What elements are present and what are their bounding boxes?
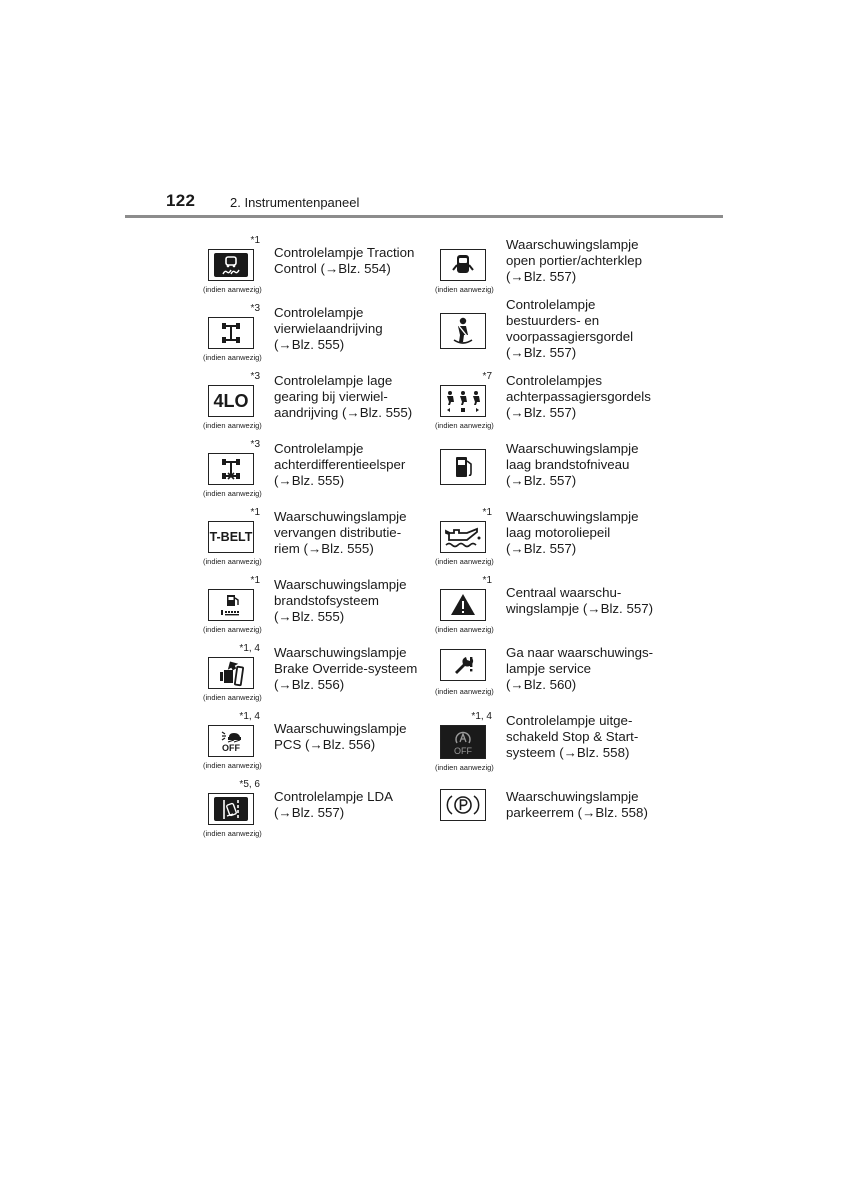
superscript: *1, 4	[471, 711, 492, 722]
four-wheel-drive-icon	[208, 317, 254, 349]
section-title: 2. Instrumentenpaneel	[230, 195, 360, 210]
availability-note: (indien aanwezig)	[203, 285, 262, 294]
superscript: *1	[482, 575, 492, 586]
availability-note: (indien aanwezig)	[203, 489, 262, 498]
availability-note: (indien aanwezig)	[203, 693, 262, 702]
availability-note: (indien aanwezig)	[203, 761, 262, 770]
superscript: *1	[250, 507, 260, 518]
entry-description: Controlelampje bestuurders- en voorpassagiersgordel (→Blz. 557)	[506, 297, 634, 360]
rear-seatbelts-icon	[440, 385, 486, 417]
maintenance-icon	[440, 649, 486, 681]
icon-label: OFF	[222, 743, 240, 753]
entry-description: Waarschuwingslampje parkeerrem (→Blz. 558)	[506, 789, 648, 820]
availability-note: (indien aanwezig)	[203, 353, 262, 362]
oil-pressure-icon	[440, 521, 486, 553]
availability-note: (indien aanwezig)	[203, 557, 262, 566]
superscript: *1	[482, 507, 492, 518]
availability-note: (indien aanwezig)	[435, 763, 494, 772]
superscript: *3	[250, 439, 260, 450]
timing-belt-icon	[208, 521, 254, 553]
superscript: *3	[250, 303, 260, 314]
superscript: *5, 6	[239, 779, 260, 790]
icon-label: OFF	[454, 745, 472, 756]
open-door-icon	[440, 249, 486, 281]
brake-override-icon	[208, 657, 254, 689]
entry-description: Waarschuwingslampje brandstofsysteem (→Blz. 555)	[274, 577, 407, 624]
availability-note: (indien aanwezig)	[435, 421, 494, 430]
availability-note: (indien aanwezig)	[203, 421, 262, 430]
pcs-off-icon	[208, 725, 254, 757]
header-rule	[125, 215, 723, 218]
entry-description: Controlelampjes achterpassagiersgordels (→Blz. 557)	[506, 373, 651, 420]
stop-start-off-icon	[440, 725, 486, 759]
lda-icon	[208, 793, 254, 825]
entry-description: Centraal waarschu- wingslampje (→Blz. 557)	[506, 585, 654, 616]
seatbelt-icon	[440, 313, 486, 349]
parking-brake-icon	[440, 789, 486, 821]
icon-label: T-BELT	[209, 530, 253, 544]
entry-description: Waarschuwingslampje open portier/achterklep (→Blz. 557)	[506, 237, 643, 284]
entry-description: Controlelampje uitge- schakeld Stop & Start- systeem (→Blz. 558)	[506, 713, 639, 760]
entry-description: Controlelampje LDA (→Blz. 557)	[274, 789, 393, 820]
entry-description: Controlelampje achterdifferentieelsper (→Blz. 555)	[274, 441, 406, 488]
superscript: *1	[250, 575, 260, 586]
superscript: *1	[250, 235, 260, 246]
traction-control-icon	[208, 249, 254, 281]
entry-description: Waarschuwingslampje laag motoroliepeil (→Blz. 557)	[506, 509, 639, 556]
availability-note: (indien aanwezig)	[435, 625, 494, 634]
superscript: *7	[482, 371, 492, 382]
entry-description: Ga naar waarschuwings- lampje service (→Blz. 560)	[506, 645, 654, 692]
icon-label: 4LO	[213, 390, 249, 411]
entry-description: Controlelampje vierwielaandrijving (→Blz. 555)	[274, 305, 383, 352]
fuel-system-icon	[208, 589, 254, 621]
availability-note: (indien aanwezig)	[435, 687, 494, 696]
availability-note: (indien aanwezig)	[435, 285, 494, 294]
availability-note: (indien aanwezig)	[435, 557, 494, 566]
entry-description: Waarschuwingslampje PCS (→Blz. 556)	[274, 721, 407, 752]
entry-description: Controlelampje lage gearing bij vierwiel- aandrijving (→Blz. 555)	[274, 373, 413, 420]
entry-description: Waarschuwingslampje vervangen distributie- riem (→Blz. 555)	[274, 509, 407, 556]
rear-differential-lock-icon	[208, 453, 254, 485]
availability-note: (indien aanwezig)	[203, 829, 262, 838]
four-lo-icon	[208, 385, 254, 417]
fuel-level-icon	[440, 449, 486, 485]
entry-description: Waarschuwingslampje laag brandstofniveau (→Blz. 557)	[506, 441, 639, 488]
master-warning-icon	[440, 589, 486, 621]
entry-description: Controlelampje Traction Control (→Blz. 554)	[274, 245, 415, 276]
superscript: *1, 4	[239, 711, 260, 722]
availability-note: (indien aanwezig)	[203, 625, 262, 634]
entry-description: Waarschuwingslampje Brake Override-systeem (→Blz. 556)	[274, 645, 418, 692]
page-number: 122	[166, 191, 196, 210]
superscript: *3	[250, 371, 260, 382]
superscript: *1, 4	[239, 643, 260, 654]
